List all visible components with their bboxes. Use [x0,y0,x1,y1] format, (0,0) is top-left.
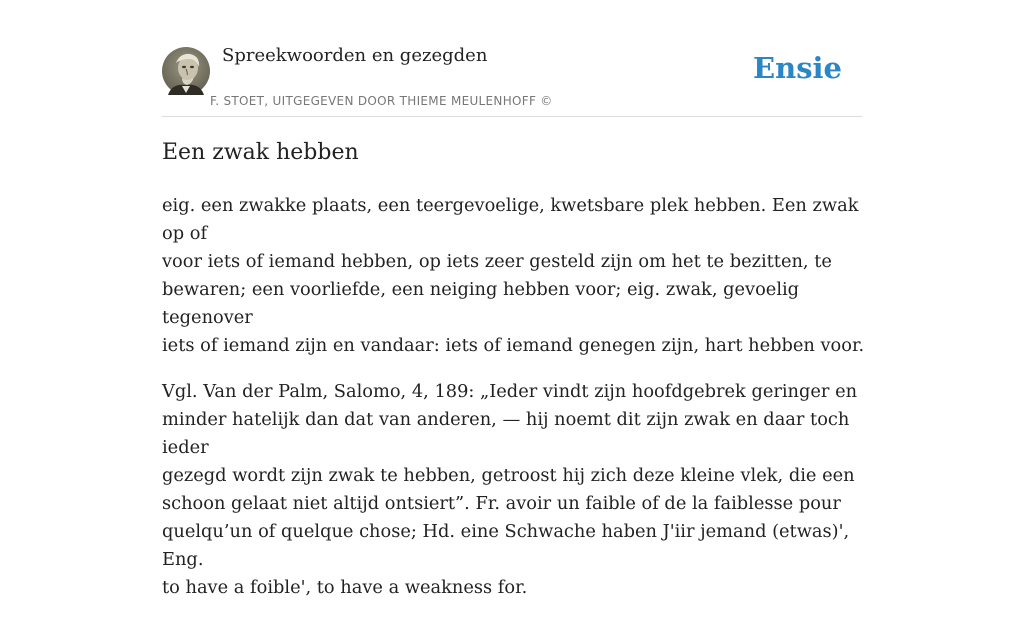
header [162,44,862,117]
text-line: minder hatelijk dan dat van anderen, — hij noemt dit zijn zwak en daar toch ieder [162,409,850,458]
entry-paragraph [162,192,870,360]
text-line: Vgl. Van der Palm, Salomo, 4, 189: „Ieder vindt zijn hoofdgebrek geringer en [162,381,858,402]
entry-title: Een zwak hebben [162,140,359,165]
book-author: F. STOET, UITGEGEVEN DOOR THIEME MEULENHOFF © [210,94,553,108]
entry-paragraph [162,378,870,602]
text-line: gezegd wordt zijn zwak te hebben, getroost hij zich deze kleine vlek, die een [162,465,855,486]
text-line: voor iets of iemand hebben, op iets zeer gesteld zijn om het te bezitten, te [162,251,832,272]
ensie-logo[interactable]: Ensie [753,51,842,85]
text-line: bewaren; een voorliefde, een neiging hebben voor; eig. zwak, gevoelig tegenover [162,279,800,328]
text-line: schoon gelaat niet altijd ontsiert”. Fr. avoir un faible of de la faiblesse pour [162,493,841,514]
entry-body [162,192,870,620]
author-portrait-icon[interactable] [162,47,210,95]
text-line: eig. een zwakke plaats, een teergevoelige, kwetsbare plek hebben. Een zwak op of [162,195,859,244]
text-line: to have a foible', to have a weakness for. [162,577,528,598]
text-line: quelqu’un of quelque chose; Hd. eine Schwache haben J'iir jemand (etwas)', Eng. [162,521,850,570]
text-line: iets of iemand zijn en vandaar: iets of iemand genegen zijn, hart hebben voor. [162,335,865,356]
book-title[interactable]: Spreekwoorden en gezegden [222,45,488,66]
